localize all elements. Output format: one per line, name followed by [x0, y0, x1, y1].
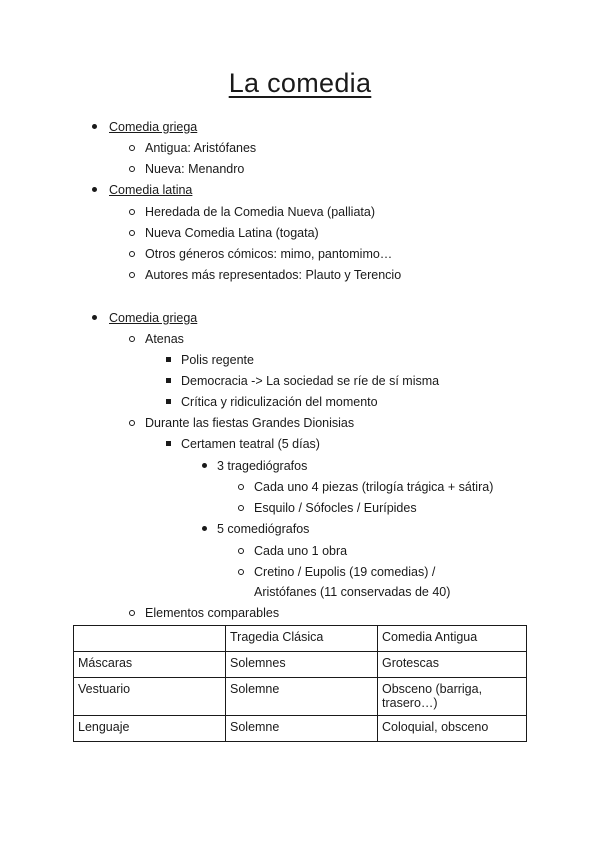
table-row [74, 652, 527, 678]
table-header-cell: Tragedia Clásica [226, 626, 378, 652]
list-item: Cretino / Eupolis (19 comedias) / [238, 564, 435, 580]
table-header-cell [74, 626, 226, 652]
comparison-table [73, 625, 527, 742]
list-item: Cada uno 4 piezas (trilogía trágica + sátira) [238, 479, 493, 495]
list-item: Nueva Comedia Latina (togata) [129, 225, 319, 241]
table-cell: Lenguaje [74, 716, 226, 742]
list-item: Democracia -> La sociedad se ríe de sí misma [166, 373, 439, 389]
table-cell: Solemnes [226, 652, 378, 678]
link-comedia-latina[interactable]: Comedia latina [109, 183, 193, 197]
list-item-comedia-griega [92, 119, 197, 135]
table-cell: Obsceno (barriga, trasero…) [378, 678, 527, 716]
list-item-atenas: Atenas [129, 331, 184, 347]
list-item-certamen: Certamen teatral (5 días) [166, 436, 320, 452]
list-item-tragediografos: 3 tragediógrafos [202, 458, 307, 474]
list-item-elementos: Elementos comparables [129, 605, 279, 621]
list-item-comedia-griega-detail [92, 310, 197, 326]
list-item-continuation: Aristófanes (11 conservadas de 40) [254, 585, 451, 599]
table-cell: Coloquial, obsceno [378, 716, 527, 742]
list-item: Antigua: Aristófanes [129, 140, 256, 156]
list-item: Autores más representados: Plauto y Terencio [129, 267, 401, 283]
list-item: Esquilo / Sófocles / Eurípides [238, 500, 417, 516]
list-item-comedia-latina [92, 182, 192, 198]
table-row [74, 716, 527, 742]
table-cell: Solemne [226, 716, 378, 742]
list-item: Cada uno 1 obra [238, 543, 347, 559]
link-comedia-griega[interactable]: Comedia griega [109, 120, 198, 134]
table-cell: Vestuario [74, 678, 226, 716]
table-header-cell: Comedia Antigua [378, 626, 527, 652]
list-item-comediografos: 5 comediógrafos [202, 521, 309, 537]
list-item-fiestas: Durante las fiestas Grandes Dionisias [129, 415, 354, 431]
list-item: Polis regente [166, 352, 254, 368]
list-item: Nueva: Menandro [129, 161, 244, 177]
table-cell: Solemne [226, 678, 378, 716]
table-cell: Grotescas [378, 652, 527, 678]
page-title: La comedia [228, 68, 372, 98]
table-header-row [74, 626, 527, 652]
table-cell: Máscaras [74, 652, 226, 678]
list-item: Heredada de la Comedia Nueva (palliata) [129, 204, 375, 220]
link-comedia-griega-detail[interactable]: Comedia griega [109, 311, 198, 325]
list-item: Crítica y ridiculización del momento [166, 394, 378, 410]
table-row [74, 678, 527, 716]
list-item: Otros géneros cómicos: mimo, pantomimo… [129, 246, 392, 262]
